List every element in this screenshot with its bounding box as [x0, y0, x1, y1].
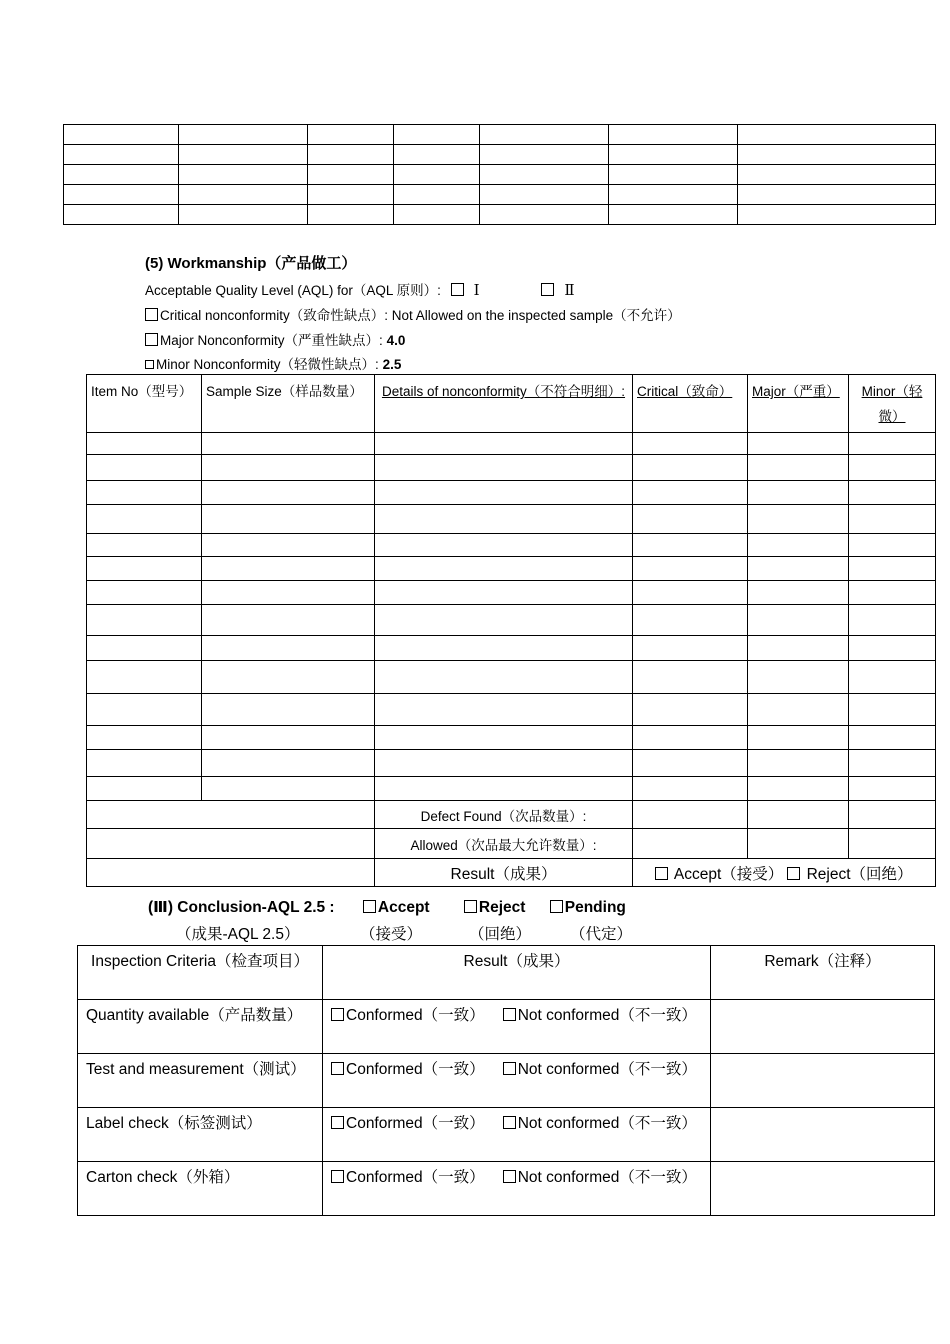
workmanship-row [87, 777, 936, 801]
workmanship-cell[interactable] [849, 750, 936, 777]
criteria-remark[interactable] [711, 1054, 935, 1108]
workmanship-cell[interactable] [202, 581, 375, 605]
workmanship-cell[interactable] [849, 605, 936, 636]
workmanship-cell[interactable] [849, 534, 936, 557]
workmanship-cell[interactable] [748, 581, 849, 605]
workmanship-cell[interactable] [87, 726, 202, 750]
header-minor: Minor（轻微） [849, 375, 936, 433]
workmanship-cell[interactable] [87, 694, 202, 726]
workmanship-row [87, 534, 936, 557]
conclusion-sub-accept: （接受） [360, 926, 423, 943]
top-grid-cell[interactable] [308, 165, 394, 185]
workmanship-cell[interactable] [633, 636, 748, 661]
workmanship-cell[interactable] [633, 661, 748, 694]
allowed-row [87, 829, 936, 859]
result-label: Result（成果） [375, 859, 633, 887]
workmanship-row [87, 455, 936, 481]
header-criteria: Inspection Criteria（检查项目） [78, 946, 323, 1000]
top-grid-row [64, 185, 936, 205]
workmanship-cell[interactable] [202, 636, 375, 661]
workmanship-cell[interactable] [202, 505, 375, 534]
workmanship-row [87, 605, 936, 636]
workmanship-cell[interactable] [849, 777, 936, 801]
conformed-label: Conformed（一致） [346, 1007, 485, 1024]
workmanship-cell[interactable] [87, 534, 202, 557]
aql-line: Acceptable Quality Level (AQL) for（AQL 原则）: Ⅰ Ⅱ [145, 281, 575, 299]
workmanship-cell[interactable] [748, 605, 849, 636]
workmanship-cell[interactable] [849, 455, 936, 481]
criteria-remark[interactable] [711, 1000, 935, 1054]
not-conformed-label: Not conformed（不一致） [517, 1169, 697, 1186]
not-conformed-checkbox[interactable] [503, 1170, 516, 1183]
workmanship-row [87, 433, 936, 455]
top-grid-cell[interactable] [609, 205, 738, 225]
result-row [87, 859, 936, 887]
top-grid-cell[interactable] [179, 145, 308, 165]
top-grid-cell[interactable] [64, 185, 179, 205]
blank-cell [87, 829, 375, 859]
top-grid-cell[interactable] [738, 125, 936, 145]
workmanship-cell[interactable] [375, 433, 633, 455]
workmanship-cell[interactable] [633, 605, 748, 636]
header-remark: Remark（注释） [711, 946, 935, 1000]
workmanship-row [87, 726, 936, 750]
not-conformed-label: Not conformed（不一致） [517, 1115, 697, 1132]
workmanship-row [87, 581, 936, 605]
top-grid-cell[interactable] [179, 185, 308, 205]
header-major: Major（严重） [748, 375, 849, 433]
top-grid-cell[interactable] [394, 165, 480, 185]
conformed-checkbox[interactable] [331, 1008, 344, 1021]
workmanship-cell[interactable] [87, 605, 202, 636]
defect-found-major-cell[interactable] [748, 801, 849, 829]
conformed-checkbox[interactable] [331, 1062, 344, 1075]
workmanship-cell[interactable] [375, 726, 633, 750]
defect-found-critical-cell[interactable] [633, 801, 748, 829]
workmanship-cell[interactable] [748, 557, 849, 581]
workmanship-cell[interactable] [87, 636, 202, 661]
top-grid-cell[interactable] [64, 125, 179, 145]
allowed-major-cell[interactable] [748, 829, 849, 859]
criteria-result [323, 1108, 711, 1162]
conclusion-accept-checkbox[interactable] [363, 900, 376, 913]
top-grid-cell[interactable] [394, 205, 480, 225]
workmanship-cell[interactable] [849, 661, 936, 694]
conclusion-pending-checkbox[interactable] [550, 900, 563, 913]
top-grid-cell[interactable] [64, 145, 179, 165]
workmanship-cell[interactable] [633, 481, 748, 505]
defect-found-label: Defect Found（次品数量）: [375, 801, 633, 829]
workmanship-cell[interactable] [633, 581, 748, 605]
workmanship-cell[interactable] [633, 455, 748, 481]
result-accept-label: Accept（接受） [673, 865, 784, 883]
criteria-name: Quantity available（产品数量） [78, 1000, 323, 1054]
criteria-name: Carton check（外箱） [78, 1162, 323, 1216]
workmanship-cell[interactable] [202, 557, 375, 581]
workmanship-cell[interactable] [748, 505, 849, 534]
workmanship-row [87, 750, 936, 777]
top-grid-cell[interactable] [609, 185, 738, 205]
criteria-remark[interactable] [711, 1108, 935, 1162]
workmanship-cell[interactable] [202, 694, 375, 726]
criteria-result [323, 1162, 711, 1216]
criteria-remark[interactable] [711, 1162, 935, 1216]
defect-found-minor-cell[interactable] [849, 801, 936, 829]
workmanship-row [87, 636, 936, 661]
workmanship-cell[interactable] [375, 750, 633, 777]
workmanship-cell[interactable] [633, 777, 748, 801]
not-conformed-checkbox[interactable] [503, 1008, 516, 1021]
criteria-row [78, 1162, 935, 1216]
workmanship-cell[interactable] [202, 433, 375, 455]
workmanship-cell[interactable] [202, 777, 375, 801]
conclusion-reject-checkbox[interactable] [464, 900, 477, 913]
workmanship-cell[interactable] [748, 455, 849, 481]
header-critical: Critical（致命） [633, 375, 748, 433]
header-sample-size: Sample Size（样品数量） [202, 375, 375, 433]
criteria-name: Label check（标签测试） [78, 1108, 323, 1162]
workmanship-cell[interactable] [748, 694, 849, 726]
result-reject-checkbox[interactable] [787, 867, 800, 880]
top-grid-cell[interactable] [64, 165, 179, 185]
workmanship-cell[interactable] [87, 481, 202, 505]
workmanship-cell[interactable] [375, 481, 633, 505]
top-grid-cell[interactable] [394, 185, 480, 205]
workmanship-cell[interactable] [849, 433, 936, 455]
top-grid-cell[interactable] [738, 185, 936, 205]
conformed-label: Conformed（一致） [346, 1061, 485, 1078]
workmanship-cell[interactable] [748, 636, 849, 661]
inspection-criteria-table [77, 945, 935, 1216]
top-grid-row [64, 145, 936, 165]
result-reject-label: Reject（回绝） [806, 865, 913, 883]
top-grid-cell[interactable] [179, 125, 308, 145]
workmanship-cell[interactable] [633, 433, 748, 455]
workmanship-cell[interactable] [202, 481, 375, 505]
top-grid-cell[interactable] [738, 205, 936, 225]
top-grid-cell[interactable] [179, 205, 308, 225]
result-options [633, 859, 936, 887]
workmanship-cell[interactable] [849, 694, 936, 726]
workmanship-row [87, 661, 936, 694]
top-grid-cell[interactable] [64, 205, 179, 225]
aql-level-1-checkbox[interactable] [451, 283, 464, 296]
workmanship-cell[interactable] [748, 661, 849, 694]
top-grid-cell[interactable] [480, 205, 609, 225]
workmanship-header-row [87, 375, 936, 433]
top-grid-cell[interactable] [308, 145, 394, 165]
workmanship-cell[interactable] [202, 661, 375, 694]
workmanship-cell[interactable] [375, 636, 633, 661]
minor-checkbox[interactable] [145, 360, 154, 369]
workmanship-cell[interactable] [202, 605, 375, 636]
workmanship-cell[interactable] [87, 777, 202, 801]
header-result: Result（成果） [323, 946, 711, 1000]
workmanship-cell[interactable] [748, 726, 849, 750]
workmanship-cell[interactable] [375, 694, 633, 726]
allowed-minor-cell[interactable] [849, 829, 936, 859]
conformed-checkbox[interactable] [331, 1170, 344, 1183]
conformed-checkbox[interactable] [331, 1116, 344, 1129]
top-grid-cell[interactable] [480, 165, 609, 185]
top-grid-table [63, 124, 936, 225]
workmanship-row [87, 505, 936, 534]
conclusion-sub-pending: （代定） [570, 926, 633, 943]
workmanship-cell[interactable] [202, 726, 375, 750]
workmanship-table [86, 374, 936, 887]
top-grid-row [64, 205, 936, 225]
not-conformed-label: Not conformed（不一致） [517, 1061, 697, 1078]
workmanship-cell[interactable] [375, 557, 633, 581]
workmanship-row [87, 557, 936, 581]
top-grid-cell[interactable] [738, 165, 936, 185]
aql-level-2-checkbox[interactable] [541, 283, 554, 296]
workmanship-cell[interactable] [849, 581, 936, 605]
header-details: Details of nonconformity（不符合明细）: [375, 375, 633, 433]
criteria-header-row [78, 946, 935, 1000]
workmanship-cell[interactable] [87, 750, 202, 777]
section5-title: (5) Workmanship（产品做工） [145, 255, 357, 272]
workmanship-cell[interactable] [748, 534, 849, 557]
conclusion-reject-label: Reject [478, 899, 526, 916]
workmanship-cell[interactable] [87, 455, 202, 481]
workmanship-cell[interactable] [633, 694, 748, 726]
workmanship-cell[interactable] [849, 557, 936, 581]
not-conformed-label: Not conformed（不一致） [517, 1007, 697, 1024]
workmanship-cell[interactable] [375, 581, 633, 605]
workmanship-cell[interactable] [633, 557, 748, 581]
workmanship-cell[interactable] [748, 777, 849, 801]
workmanship-cell[interactable] [375, 505, 633, 534]
workmanship-cell[interactable] [633, 505, 748, 534]
top-grid-cell[interactable] [480, 125, 609, 145]
criteria-result [323, 1054, 711, 1108]
workmanship-cell[interactable] [748, 481, 849, 505]
workmanship-cell[interactable] [202, 750, 375, 777]
criteria-row [78, 1108, 935, 1162]
top-grid-cell[interactable] [609, 165, 738, 185]
workmanship-cell[interactable] [202, 534, 375, 557]
major-checkbox[interactable] [145, 333, 158, 346]
header-item-no: Item No（型号） [87, 375, 202, 433]
minor-line: Minor Nonconformity（轻微性缺点）: 2.5 [145, 353, 401, 373]
top-grid-cell[interactable] [308, 125, 394, 145]
allowed-label: Allowed（次品最大允许数量）: [375, 829, 633, 859]
top-grid-row [64, 165, 936, 185]
workmanship-cell[interactable] [87, 661, 202, 694]
top-grid-cell[interactable] [308, 205, 394, 225]
defect-found-row [87, 801, 936, 829]
blank-cell [87, 801, 375, 829]
conclusion-line [148, 898, 626, 917]
conclusion-pending-label: Pending [564, 899, 626, 916]
workmanship-row [87, 481, 936, 505]
conclusion-title: (Ⅲ) Conclusion-AQL 2.5 : [148, 899, 335, 916]
critical-checkbox[interactable] [145, 308, 158, 321]
top-grid-cell[interactable] [179, 165, 308, 185]
workmanship-row [87, 694, 936, 726]
criteria-row [78, 1000, 935, 1054]
conclusion-sub-title: （成果-AQL 2.5） [176, 926, 300, 943]
not-conformed-checkbox[interactable] [503, 1116, 516, 1129]
critical-line: Critical nonconformity（致命性缺点）: Not Allowed on the inspected sample（不允许） [145, 304, 681, 324]
workmanship-cell[interactable] [375, 777, 633, 801]
workmanship-cell[interactable] [849, 726, 936, 750]
conclusion-accept-label: Accept [377, 899, 430, 916]
criteria-result [323, 1000, 711, 1054]
workmanship-cell[interactable] [375, 455, 633, 481]
top-grid-cell[interactable] [394, 145, 480, 165]
criteria-name: Test and measurement（测试） [78, 1054, 323, 1108]
major-line: Major Nonconformity（严重性缺点）: 4.0 [145, 329, 405, 349]
workmanship-cell[interactable] [375, 534, 633, 557]
workmanship-cell[interactable] [633, 750, 748, 777]
top-grid-row [64, 125, 936, 145]
top-grid-cell[interactable] [609, 125, 738, 145]
workmanship-cell[interactable] [87, 505, 202, 534]
conformed-label: Conformed（一致） [346, 1115, 485, 1132]
result-accept-checkbox[interactable] [655, 867, 668, 880]
allowed-critical-cell[interactable] [633, 829, 748, 859]
top-grid-cell[interactable] [609, 145, 738, 165]
workmanship-cell[interactable] [375, 661, 633, 694]
top-grid-cell[interactable] [480, 185, 609, 205]
criteria-row [78, 1054, 935, 1108]
conclusion-sub-reject: （回绝） [469, 926, 532, 943]
workmanship-cell[interactable] [849, 505, 936, 534]
workmanship-cell[interactable] [633, 726, 748, 750]
not-conformed-checkbox[interactable] [503, 1062, 516, 1075]
workmanship-cell[interactable] [849, 636, 936, 661]
workmanship-cell[interactable] [87, 557, 202, 581]
top-grid-cell[interactable] [480, 145, 609, 165]
workmanship-cell[interactable] [849, 481, 936, 505]
top-grid-cell[interactable] [308, 185, 394, 205]
top-grid-cell[interactable] [394, 125, 480, 145]
workmanship-cell[interactable] [375, 605, 633, 636]
workmanship-cell[interactable] [202, 455, 375, 481]
workmanship-cell[interactable] [633, 534, 748, 557]
top-grid-cell[interactable] [738, 145, 936, 165]
workmanship-cell[interactable] [748, 433, 849, 455]
conformed-label: Conformed（一致） [346, 1169, 485, 1186]
workmanship-cell[interactable] [87, 433, 202, 455]
workmanship-cell[interactable] [748, 750, 849, 777]
blank-cell [87, 859, 375, 887]
workmanship-cell[interactable] [87, 581, 202, 605]
